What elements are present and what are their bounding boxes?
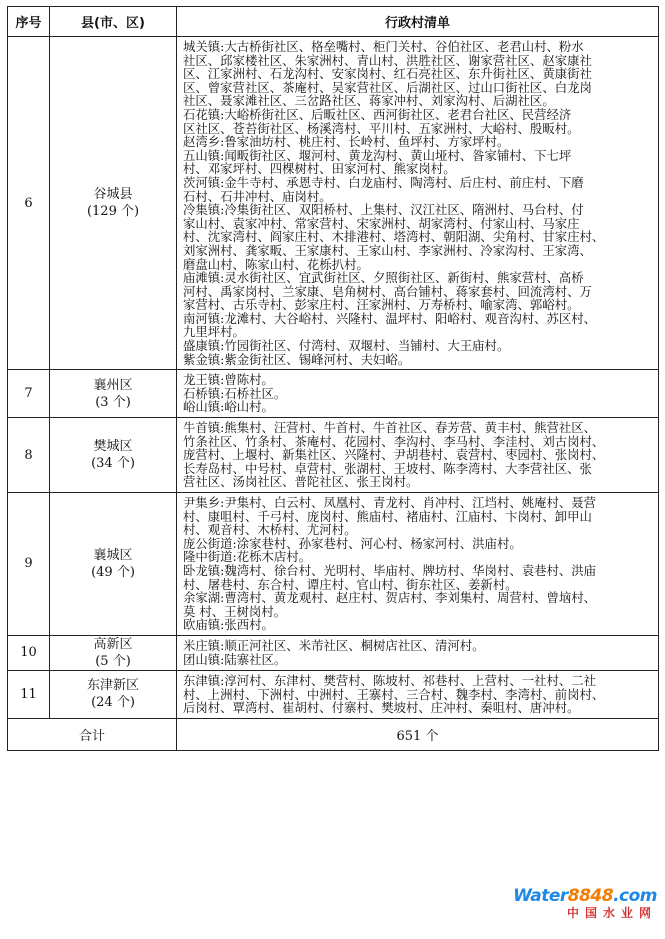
village-list-line: 隆中街道:花栎木店村。 bbox=[183, 549, 312, 565]
county-name: 高新区 bbox=[93, 636, 133, 652]
table-row bbox=[8, 635, 659, 670]
row-index: 8 bbox=[8, 418, 50, 493]
village-list-cell bbox=[177, 370, 659, 418]
row-index: 11 bbox=[8, 670, 50, 718]
table-header-row bbox=[8, 7, 659, 37]
county-cell bbox=[50, 37, 177, 370]
village-list-line: 团山镇:陆寨社区。 bbox=[183, 651, 287, 667]
village-list-line: 盛康镇:竹园街社区、付湾村、双堰村、当铺村、大王庙村。 bbox=[183, 338, 510, 354]
county-village-count: (129 个) bbox=[86, 204, 140, 220]
table-row bbox=[8, 670, 659, 718]
total-value: 651 个 bbox=[177, 718, 659, 750]
county-cell bbox=[50, 493, 177, 636]
total-row bbox=[8, 718, 659, 750]
village-list-cell bbox=[177, 493, 659, 636]
county-village-count: (5 个) bbox=[95, 653, 131, 669]
county-village-count: (24 个) bbox=[91, 695, 135, 711]
header-village-list: 行政村清单 bbox=[177, 7, 659, 37]
total-label: 合计 bbox=[8, 718, 177, 750]
village-list-line: 莫 村、王树岗村。 bbox=[183, 603, 287, 619]
county-cell bbox=[50, 635, 177, 670]
county-cell bbox=[50, 418, 177, 493]
village-list-line: 南河镇:龙滩村、大谷峪村、兴隆村、温坪村、阳峪村、观音沟村、苏区村、 bbox=[183, 310, 597, 326]
village-list-line: 后岗村、覃湾村、崔胡村、付寨村、樊坡村、庄冲村、秦咀村、唐冲村。 bbox=[183, 700, 580, 716]
village-list-line: 社区、聂家滩社区、三岔路社区、蒋家冲村、刘家沟村、后湖社区。 bbox=[183, 93, 555, 109]
county-village-count: (49 个) bbox=[91, 564, 135, 580]
row-index: 6 bbox=[8, 37, 50, 370]
village-list-line: 尹集乡:尹集村、白云村、凤凰村、青龙村、肖冲村、江垱村、姚庵村、聂营 bbox=[183, 495, 597, 510]
site-watermark bbox=[513, 886, 657, 921]
village-list-line: 长寿岛村、中号村、卓营村、张湖村、王坡村、陈李湾村、大李营社区、张 bbox=[183, 460, 592, 476]
village-list-line: 磨盘山村、陈家山村、花栎扒村。 bbox=[183, 256, 369, 272]
village-list-line: 龙王镇:曾陈村。 bbox=[183, 372, 274, 388]
county-name: 襄城区 bbox=[93, 547, 133, 563]
county-cell bbox=[50, 370, 177, 418]
village-list-line: 村、康咀村、千弓村、庞岗村、熊庙村、褚庙村、江庙村、卞岗村、卸甲山 bbox=[183, 508, 592, 524]
county-village-count: (34 个) bbox=[91, 456, 135, 472]
village-list-cell bbox=[177, 37, 659, 370]
village-list-line: 米庄镇:顺正河社区、米芾社区、桐树店社区、清河村。 bbox=[183, 638, 485, 654]
header-index: 序号 bbox=[8, 7, 50, 37]
county-name: 襄州区 bbox=[93, 377, 133, 393]
table-row bbox=[8, 370, 659, 418]
village-list-line: 村、上洲村、下洲村、中洲村、王寨村、三合村、魏李村、李湾村、前岗村、 bbox=[183, 686, 605, 702]
village-list-line: 家山村、袁家冲村、常家营村、宋家洲村、胡家湾村、付家山村、马家庄 bbox=[183, 215, 580, 231]
village-list-line: 紫金镇:紫金街社区、锡峰河村、夫妇峪。 bbox=[183, 351, 411, 367]
village-list-line: 刘家洲村、龚家畈、王家康村、王家山村、李家洲村、冷家沟村、王家湾、 bbox=[183, 242, 592, 258]
village-list-line: 区社区、苍苔街社区、杨溪湾村、平川村、五家洲村、大峪村、殷畈村。 bbox=[183, 120, 580, 136]
village-list-table bbox=[7, 6, 659, 751]
county-name: 谷城县 bbox=[93, 187, 133, 203]
county-name: 东津新区 bbox=[86, 678, 139, 694]
village-list-line: 村、邓家坪村、四棵树村、田家河村、熊家岗村。 bbox=[183, 161, 456, 177]
village-list-line: 五山镇:闻畈街社区、堰河村、黄龙沟村、黄山垭村、昝家铺村、下七坪 bbox=[183, 147, 572, 163]
village-list-line: 村、观音村、木桥村、尤河村。 bbox=[183, 522, 357, 538]
watermark-logo: Water8848.com bbox=[513, 886, 657, 906]
village-list-line: 茨河镇:金牛寺村、承恩寺村、白龙庙村、陶湾村、后庄村、前庄村、下磨 bbox=[183, 174, 584, 190]
row-index: 10 bbox=[8, 635, 50, 670]
village-list-line: 营社区、汤岗社区、普陀社区、张王岗村。 bbox=[183, 474, 419, 490]
village-list-line: 庞公街道:涂家巷村、孙家巷村、河心村、杨家河村、洪庙村。 bbox=[183, 535, 522, 551]
village-list-line: 村、屠巷村、东合村、谭庄村、官山村、街东社区、姜新村。 bbox=[183, 576, 518, 592]
village-list-line: 石花镇:大峪桥街社区、后畈社区、西河街社区、老君台社区、民营经济 bbox=[183, 106, 572, 122]
village-list-line: 社区、邱家楼社区、朱家洲村、青山村、洪胜社区、谢家营社区、赵家康社 bbox=[183, 52, 592, 68]
village-list-line: 区、曾家营社区、茶庵村、吴家营社区、后湖社区、过山口街社区、白龙岗 bbox=[183, 79, 592, 95]
village-list-line: 区、江家洲村、石龙沟村、安家岗村、红石亮社区、东升街社区、黄康街社 bbox=[183, 66, 592, 82]
village-list-line: 九里坪村。 bbox=[183, 324, 245, 340]
table-row bbox=[8, 493, 659, 636]
watermark-site-name: 中国水业网 bbox=[566, 906, 657, 920]
village-list-line: 城关镇:大古桥街社区、格垒嘴村、柜门关村、谷伯社区、老君山村、粉水 bbox=[183, 39, 584, 54]
village-list-cell bbox=[177, 418, 659, 493]
village-list-line: 石村、石井冲村、庙岗村。 bbox=[183, 188, 332, 204]
village-list-cell bbox=[177, 670, 659, 718]
village-list-line: 石桥镇:石桥社区。 bbox=[183, 385, 287, 401]
village-list-line: 赵湾乡:鲁家油坊村、桃庄村、长岭村、鱼坪村、方家坪村。 bbox=[183, 134, 510, 150]
village-list-line: 冷集镇:冷集街社区、双阳桥村、上集村、汉江社区、隋洲村、马台村、付 bbox=[183, 202, 584, 218]
village-list-line: 村、沈家湾村、阎家庄村、木排港村、塔湾村、朝阳湖、尖角村、甘家庄村、 bbox=[183, 229, 605, 245]
village-list-line: 峪山镇:峪山村。 bbox=[183, 399, 274, 415]
village-list-line: 东津镇:淳河村、东津村、樊营村、陈坡村、祁巷村、上营村、一社村、二社 bbox=[183, 672, 597, 688]
header-county: 县(市、区) bbox=[50, 7, 177, 37]
village-list-line: 牛首镇:熊集村、汪营村、牛首村、牛首社区、春芳营、黄丰村、熊营社区、 bbox=[183, 420, 597, 436]
village-list-line: 家营村、古乐寺村、彭家庄村、汪家洲村、万寿桥村、喻家湾、郭峪村。 bbox=[183, 297, 580, 313]
village-list-line: 庙滩镇:灵水街社区、宜武街社区、夕照街社区、新街村、熊家营村、高桥 bbox=[183, 270, 584, 286]
table-row bbox=[8, 418, 659, 493]
village-list-line: 卧龙镇:魏湾村、徐台村、光明村、毕庙村、牌坊村、华岗村、袁巷村、洪庙 bbox=[183, 562, 597, 578]
county-name: 樊城区 bbox=[93, 439, 133, 455]
village-list-line: 庞营村、上堰村、新集社区、兴隆村、尹胡巷村、袁营村、枣园村、张岗村、 bbox=[183, 447, 605, 463]
row-index: 9 bbox=[8, 493, 50, 636]
village-list-line: 余家湖:曹湾村、黄龙观村、赵庄村、贺店村、李刘集村、周营村、曾垴村、 bbox=[183, 590, 597, 606]
table-row bbox=[8, 37, 659, 370]
village-list-line: 欧庙镇:张西村。 bbox=[183, 617, 274, 633]
village-list-line: 竹条社区、竹条村、茶庵村、花园村、李沟村、李马村、李洼村、刘古岗村、 bbox=[183, 433, 605, 449]
county-village-count: (3 个) bbox=[95, 394, 131, 410]
village-list-line: 河村、禹家岗村、兰家康、皂角树村、高台铺村、蒋家套村、回流湾村、万 bbox=[183, 283, 592, 299]
row-index: 7 bbox=[8, 370, 50, 418]
village-list-cell bbox=[177, 635, 659, 670]
county-cell bbox=[50, 670, 177, 718]
